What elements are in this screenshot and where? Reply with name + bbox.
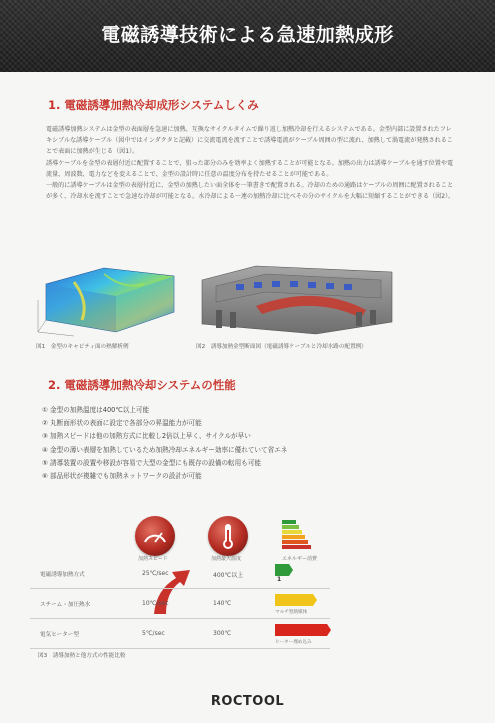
brand-logo: [0, 690, 495, 709]
max-temperature-value: 140℃: [213, 600, 232, 607]
heating-speed-value: 10℃/sec: [142, 600, 169, 607]
section2-title: 2. 電磁誘導加熱冷却システムの性能: [48, 378, 236, 392]
icon-label: 加熱最大温度: [211, 556, 242, 562]
icon-label: エネルギー消費: [282, 556, 318, 562]
speedometer-icon: [135, 516, 175, 556]
thermometer-icon: [208, 516, 248, 556]
table-row: [30, 592, 330, 622]
thermal-simulation-figure: [34, 262, 184, 338]
mold-cross-section-figure: [196, 262, 396, 338]
body-paragraph: 電磁誘導加熱システムは金型の表面層を急速に加熱、互換なサイクルタイムで繰り返し加熱冷却を行えるシステムである。金型内部に設置されたフレキシブルな誘導ケーブル（図中ではインダクタと記載）に交流電流を流すことで誘導電流がケーブル周囲の型に流れ、加熱して渦電流が発熱されることで表面に加熱が生じる（図1）。: [46, 126, 453, 156]
row-divider: [30, 618, 330, 619]
figure2-caption: 図2 誘導加熱金型断面図（電磁誘導ケーブルと冷却水路の配置例）: [196, 344, 367, 350]
energy-badge: [275, 594, 325, 606]
row-label: 電気ヒーター型: [40, 632, 79, 638]
body-paragraph: 一般的に誘導ケーブルは金型の表層付近に、金型の加熱したい面全体を一筆書きで配置される。冷却のための通路はケーブルの周囲に配置されることが多く、冷却水を流すことで急速な冷却が可能となる。水冷却による一連の加熱冷却に比べその分のサイクルを大幅に短縮することができる（図2）。: [46, 182, 455, 201]
heating-speed-value: 5℃/sec: [142, 630, 165, 637]
list-item: ② 丸断面形状の表面に設定で各部分の昇温能力が可能: [42, 419, 202, 428]
row-label: スチーム・加圧熱水: [40, 602, 91, 608]
list-item: ① 金型の加熱温度は400℃以上可能: [42, 406, 150, 414]
heating-speed-value: 25℃/sec: [142, 570, 169, 577]
list-item: ⑤ 誘導装置の設置や移設が容易で大型の金型にも既存の設備の転用も可能: [42, 458, 262, 467]
row-divider: [30, 648, 330, 649]
badge-note: マルチ型熱媒体: [275, 610, 308, 615]
figure1-caption: 図1 金型のキャビティ面の熱解析例: [36, 344, 129, 350]
section1-title: 1. 電磁誘導加熱冷却成形システムしくみ: [48, 98, 259, 112]
list-item: ③ 加熱スピードは他の加熱方式に比較し2倍以上早く、サイクルが早い: [42, 432, 251, 441]
row-label: 電磁誘導加熱方式: [40, 572, 85, 578]
energy-rating-icon: [280, 518, 320, 554]
body-paragraph: 誘導ケーブルを金型の表層付近に配置することで、狙った部分のみを効率よく加熱することが可能となる。加熱の出力は誘導ケーブルを通す位置や電流量、周波数、電力などを変えることで、金型の設計時に任意の温度分布を持たせることが可能である。: [46, 159, 454, 178]
energy-badge: [275, 564, 315, 576]
comparison-icon-row: [0, 512, 495, 562]
table-row: [30, 622, 330, 652]
figure3-caption: 図3 誘導加熱と他方式の性能比較: [38, 653, 126, 659]
section1-body: [46, 124, 456, 202]
energy-badge: [275, 624, 335, 636]
header-banner: [0, 0, 495, 72]
icon-label: 加熱スピード: [138, 556, 168, 562]
row-divider: [30, 588, 330, 589]
logo-text: ROCTOOL: [210, 694, 285, 709]
page-title: 電磁誘導技術による急速加熱成形: [101, 24, 394, 46]
energy-rank: 1: [277, 576, 282, 583]
performance-list: [42, 404, 462, 483]
max-temperature-value: 400℃以上: [213, 572, 244, 579]
table-row: [30, 562, 330, 592]
list-item: ⑥ 部品形状が複雑でも加熱ネットワークの設計が可能: [42, 472, 202, 481]
badge-note: ヒーター埋め込み: [275, 640, 312, 645]
list-item: ④ 金型の薄い表層を加熱しているため加熱冷却エネルギー効率に優れていて省エネ: [42, 445, 288, 454]
max-temperature-value: 300℃: [213, 630, 232, 637]
